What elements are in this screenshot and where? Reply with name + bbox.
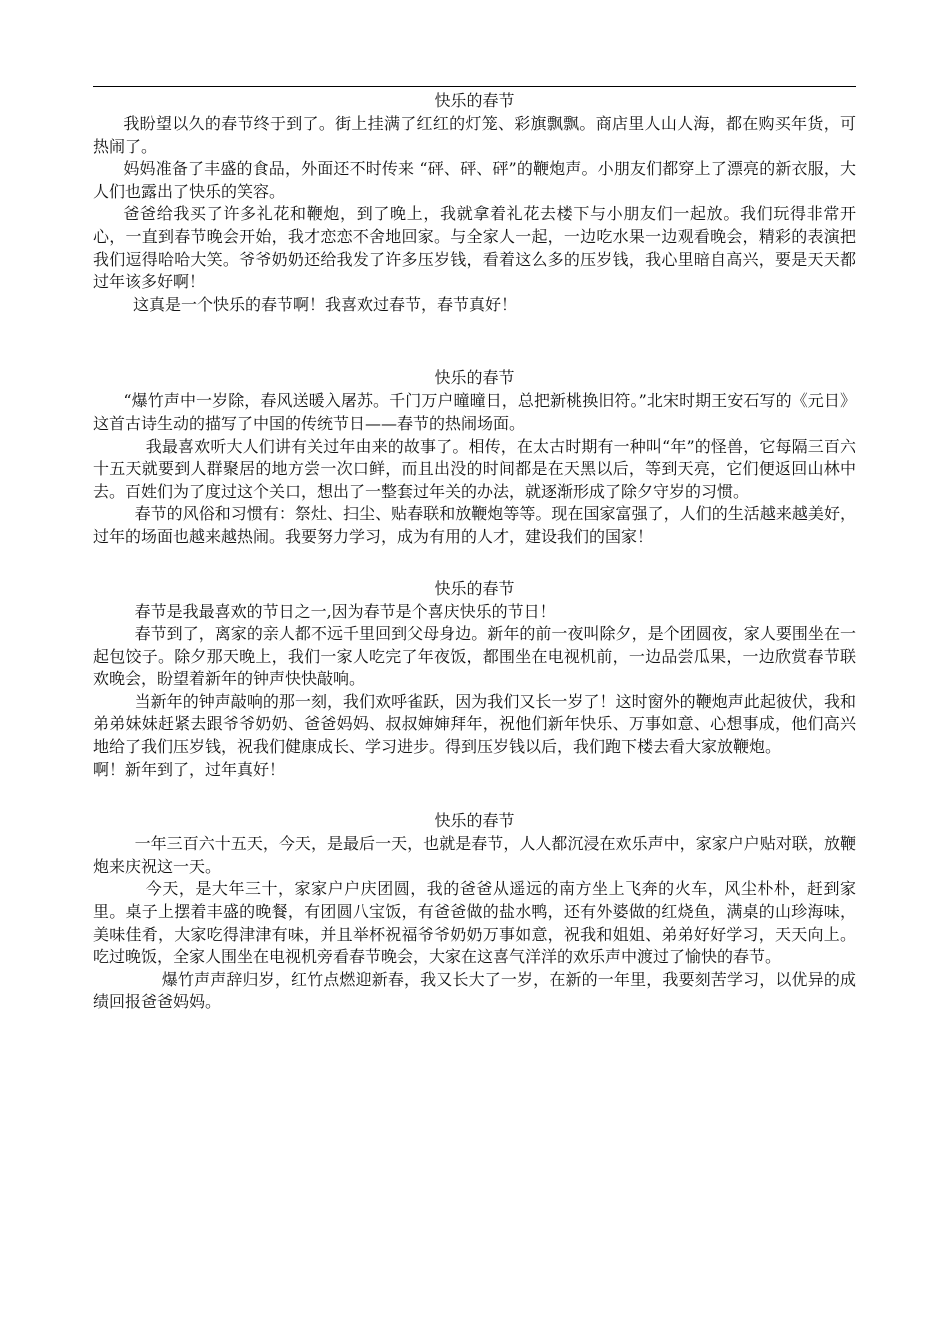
essay-spacer xyxy=(93,549,856,577)
essay-1 xyxy=(93,89,856,316)
essay-paragraph: 我最喜欢听大人们讲有关过年由来的故事了。相传，在太古时期有一种叫“年”的怪兽，它每隔三百六十五天就要到人群聚居的地方尝一次口鲜，而且出没的时间都是在天黑以后，等到天亮，它们便返回山林中去。百姓们为了度过这个关口，想出了一整套过年关的办法，就逐渐形成了除夕守岁的习惯。 xyxy=(93,436,856,501)
essay-title: 快乐的春节 xyxy=(434,91,515,110)
essay-2 xyxy=(93,366,856,548)
document-page xyxy=(93,89,856,1014)
essay-title: 快乐的春节 xyxy=(434,578,515,598)
essay-paragraph: 一年三百六十五天，今天，是最后一天，也就是春节，人人都沉浸在欢乐声中，家家户户贴对联，放鞭炮来庆祝这一天。 xyxy=(93,834,856,876)
essay-paragraph: 我盼望以久的春节终于到了。街上挂满了红红的灯笼、彩旗飘飘。商店里人山人海，都在购买年货，可热闹了。 xyxy=(93,114,856,156)
essay-paragraph: 这真是一个快乐的春节啊！我喜欢过春节，春节真好！ xyxy=(133,294,518,314)
essay-paragraph: 啊！新年到了，过年真好！ xyxy=(93,759,286,779)
essay-paragraph: 爸爸给我买了许多礼花和鞭炮，到了晚上，我就拿着礼花去楼下与小朋友们一起放。我们玩得非常开心，一直到春节晚会开始，我才恋恋不舍地回家。与全家人一起，一边吃水果一边观看晚会，精彩的表演把我们逗得哈哈大笑。爷爷奶奶还给我发了许多压岁钱，看着这么多的压岁钱，我心里暗自高兴，要是天天都过年该多好啊！ xyxy=(93,204,856,292)
essay-paragraph: 妈妈准备了丰盛的食品，外面还不时传来 “砰、砰、砰”的鞭炮声。小朋友们都穿上了漂亮的新衣服，大人们也露出了快乐的笑容。 xyxy=(93,159,856,201)
essay-paragraph: 春节的风俗和习惯有：祭灶、扫尘、贴春联和放鞭炮等等。现在国家富强了，人们的生活越来越美好，过年的场面也越来越热闹。我要努力学习，成为有用的人才，建设我们的国家！ xyxy=(93,504,856,546)
essay-paragraph: “爆竹声中一岁除，春风送暖入屠苏。千门万户曈曈日，总把新桃换旧符。”北宋时期王安石写的《元日》这首古诗生动的描写了中国的传统节日——春节的热闹场面。 xyxy=(93,391,856,433)
essay-3 xyxy=(93,577,856,782)
essay-paragraph: 春节是我最喜欢的节日之一,因为春节是个喜庆快乐的节日！ xyxy=(134,601,556,621)
essay-paragraph: 今天，是大年三十，家家户户庆团圆，我的爸爸从遥远的南方坐上飞奔的火车，风尘朴朴，赶到家里。桌子上摆着丰盛的晚餐，有团圆八宝饭，有爸爸做的盐水鸭，还有外婆做的红烧鱼，满桌的山珍海味，美味佳肴，大家吃得津津有味，并且举杯祝福爷爷奶奶万事如意，祝我和姐姐、弟弟好好学习，天天向上。吃过晚饭，全家人围坐在电视机旁看春节晚会，大家在这喜气洋洋的欢乐声中渡过了愉快的春节。 xyxy=(93,879,856,967)
essay-paragraph: 当新年的钟声敲响的那一刻，我们欢呼雀跃，因为我们又长一岁了！这时窗外的鞭炮声此起彼伏，我和弟弟妹妹赶紧去跟爷爷奶奶、爸爸妈妈、叔叔婶婶拜年，祝他们新年快乐、万事如意、心想事成，他们高兴地给了我们压岁钱，祝我们健康成长、学习进步。得到压岁钱以后，我们跑下楼去看大家放鞭炮。 xyxy=(93,691,856,757)
essay-paragraph: 春节到了，离家的亲人都不远千里回到父母身边。新年的前一夜叫除夕，是个团圆夜，家人要围坐在一起包饺子。除夕那天晚上，我们一家人吃完了年夜饭，都围坐在电视机前，一边品尝瓜果，一边欣赏春节联欢晚会，盼望着新年的钟声快快敲响。 xyxy=(93,624,856,689)
essay-title: 快乐的春节 xyxy=(434,368,515,388)
essay-paragraph: 爆竹声声辞归岁，红竹点燃迎新春，我又长大了一岁，在新的一年里，我要刻苦学习，以优异的成绩回报爸爸妈妈。 xyxy=(93,969,856,1012)
essay-title: 快乐的春节 xyxy=(434,811,515,831)
essay-spacer xyxy=(93,316,856,366)
header-rule xyxy=(93,86,856,87)
essay-4 xyxy=(93,809,856,1014)
essay-spacer xyxy=(93,781,856,809)
